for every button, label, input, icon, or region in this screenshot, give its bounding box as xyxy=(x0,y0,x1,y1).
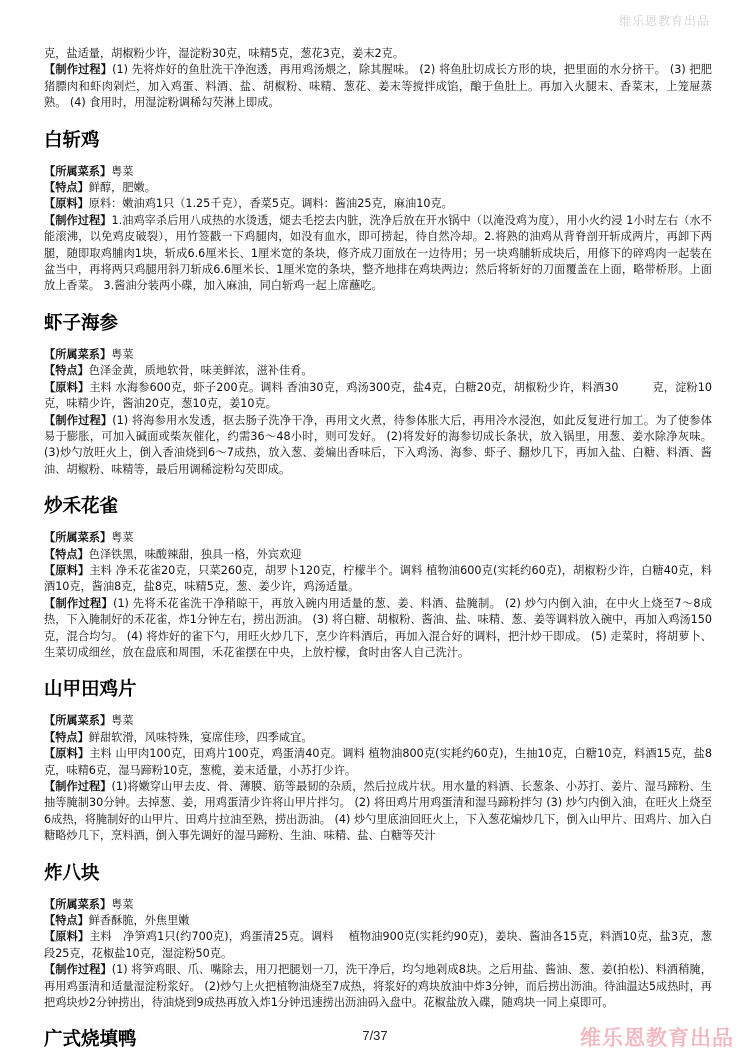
feature-line xyxy=(44,547,712,563)
process-line xyxy=(44,779,712,845)
intro-process xyxy=(44,62,712,111)
cuisine-line xyxy=(44,347,712,363)
material-line xyxy=(44,196,712,212)
next-dish-title: 广式烧填鸭 xyxy=(44,1029,137,1051)
feature-value: 鲜醇，肥嫩。 xyxy=(88,181,156,195)
dish-title: 白斩鸡 xyxy=(44,129,100,151)
material-label: 【原料】 xyxy=(44,930,90,944)
process-label: 【制作过程】 xyxy=(44,780,112,793)
feature-label: 【特点】 xyxy=(44,914,89,928)
cuisine-line xyxy=(44,897,712,913)
process-text: (1) 先将炸好的鱼肚洗干净泡透，再用鸡汤煨之，除其腥味。 (2) 将鱼肚切成长方形的块，把里面的水分挤干。 (3) 把肥猪膘肉和虾肉剁烂，加入鸡蛋、料酒、盐、胡椒粉、味精、葱花、姜末等搅拌成馅，酿于鱼肚上。再加入火腿末、香菜末，上笼屉蒸熟。 (4) 食用时，用湿淀粉调稀勾芡淋上即成。 xyxy=(44,63,712,110)
feature-line xyxy=(44,913,712,929)
header-watermark: 维乐恩教育出品 xyxy=(618,14,710,28)
page-number: 7/37 xyxy=(362,1028,388,1043)
cuisine-value: 粤菜 xyxy=(111,714,134,728)
material-value: 主料 净禾花雀20克，只菜260克，胡罗卜120克，柠檬半个。调料 植物油600克(实耗约60克)，胡椒粉少许，白糖40克，料酒10克，酱油8克，盐8克，味精5克，葱、姜少许，鸡汤适量。 xyxy=(44,563,712,594)
feature-value: 色泽铁黑，味酸辣甜，独具一格，外宾欢迎 xyxy=(88,547,302,561)
cuisine-label: 【所属菜系】 xyxy=(44,897,112,911)
process-line xyxy=(44,213,712,295)
feature-value: 鲜香酥脆，外焦里嫩 xyxy=(88,914,190,928)
dish-title: 炒禾花雀 xyxy=(44,496,119,518)
page-content xyxy=(44,46,712,1063)
cuisine-value: 粤菜 xyxy=(111,531,134,545)
cuisine-label: 【所属菜系】 xyxy=(44,531,112,545)
cuisine-label: 【所属菜系】 xyxy=(44,714,112,728)
dish-section xyxy=(44,130,712,295)
material-label: 【原料】 xyxy=(44,380,90,394)
process-line xyxy=(44,413,712,479)
cuisine-line xyxy=(44,164,712,180)
cuisine-value: 粤菜 xyxy=(111,897,134,911)
footer-watermark: 维乐恩教育出品 xyxy=(580,1026,734,1050)
cuisine-line xyxy=(44,713,712,729)
material-line xyxy=(44,929,712,962)
dish-title: 山甲田鸡片 xyxy=(44,679,137,701)
process-label: 【制作过程】 xyxy=(44,63,113,77)
material-value: 主料 净笋鸡1只(约700克)，鸡蛋清25克。调料 植物油900克(实耗约90克)，姜块、酱油各15克，料酒10克，盐3克，葱段25克，花椒盐10克，湿淀粉50克。 xyxy=(44,930,712,960)
material-value: 主料 水海参600克，虾子200克。调料 香油30克，鸡汤300克，盐4克，白糖20克，胡椒粉少许，料酒30 克，淀粉10克，味精少许，酱油20克，葱10克，姜10克。 xyxy=(44,380,712,411)
material-label: 【原料】 xyxy=(44,747,90,761)
material-value: 原料：嫩油鸡1只（1.25千克），香菜5克。调料：酱油25克，麻油10克。 xyxy=(88,197,453,211)
feature-label: 【特点】 xyxy=(44,181,89,195)
feature-line xyxy=(44,363,712,379)
feature-label: 【特点】 xyxy=(44,364,89,378)
cuisine-label: 【所属菜系】 xyxy=(44,164,112,178)
material-line xyxy=(44,746,712,779)
dish-section xyxy=(44,496,712,661)
material-value: 主料 山甲肉100克，田鸡片100克，鸡蛋清40克。调料 植物油800克(实耗约60克)，生抽10克，白糖10克，料酒15克，盐8克，味精6克，湿马蹄粉10克，葱榄，姜末适量，小苏打少许。 xyxy=(44,747,712,777)
process-line xyxy=(44,962,712,1011)
process-label: 【制作过程】 xyxy=(44,413,113,427)
process-label: 【制作过程】 xyxy=(44,213,112,227)
dish-section xyxy=(44,679,712,844)
feature-label: 【特点】 xyxy=(44,547,89,561)
cuisine-value: 粤菜 xyxy=(111,347,134,361)
process-label: 【制作过程】 xyxy=(44,596,114,610)
dish-title: 虾子海参 xyxy=(44,312,119,334)
process-value: (1) 将海参用水发透，抠去肠子洗净干净，再用文火煮，待参体胀大后，再用冷水浸泡，如此反复进行加工。为了使参体易于膨胀，可加入碱面或柴灰催化，约需36～48小时，则可发好。 (2)将发好的海参切成长条状，放入锅里，用葱、姜水除净灰味。 (3)炒勺放旺火上，倒入香油烧到6～7成热，放入葱、姜煸出香味后，下入鸡汤、海参、虾子、翻炒几下，再加入盐、白糖、料酒、酱油、胡椒粉、味精等，最后用调稀淀粉勾芡即成。 xyxy=(44,413,712,476)
cuisine-label: 【所属菜系】 xyxy=(44,347,112,361)
process-label: 【制作过程】 xyxy=(44,963,112,977)
cuisine-line xyxy=(44,530,712,546)
feature-value: 色泽金黄，质地软骨，味美鲜浓，滋补佳肴。 xyxy=(88,364,313,378)
process-value: (1)将嫩穿山甲去皮、骨、薄膜、筋等最韧的杂质，然后拉成片状。用水量的料酒、长葱条、小苏打、姜片、湿马蹄粉、生抽等腌制30分钟。去掉葱、姜，用鸡蛋清少许将山甲片拌匀。 (2) 将田鸡片用鸡蛋清和湿马蹄粉拌匀 (3) 炒勺内倒入油，在旺火上烧至6成热，将腌制好的山甲片、田鸡片拉油至熟，捞出沥油。 (4) 炒勺里底油回旺火上，下入葱花煸炒几下，倒入山甲片、田鸡片、加入白糖略炒几下，烹料酒，倒入事先调好的湿马蹄粉、生油、味精、盐、白糖等芡汁 xyxy=(44,780,712,843)
feature-value: 鲜甜软滑，风味特殊，宴席佳珍，四季咸宜。 xyxy=(88,730,313,744)
dish-section xyxy=(44,863,712,1012)
material-label: 【原料】 xyxy=(44,197,89,211)
feature-label: 【特点】 xyxy=(44,730,89,744)
dish-title: 炸八块 xyxy=(44,862,100,884)
process-value: (1) 将笋鸡眼、爪、嘴除去，用刀把腿划一刀，洗干净后，均匀地剁成8块。之后用盐、酱油、葱、姜(拍松)、料酒稍腌，再用鸡蛋清和适量湿淀粉浆好。 (2)炒勺上火把植物油烧至7成热，将浆好的鸡块放油中炸3分钟，而后捞出沥油。待油温达5成热时，再把鸡块炒2分钟捞出，待油烧到9成热再放入炸1分钟迅速捞出沥油码入盘中。花椒盐放入碟，随鸡块一同上桌即可。 xyxy=(44,963,712,1010)
process-value: (1) 先将禾花雀洗干净稍晾干，再放入碗内用适量的葱、姜、料酒、盐腌制。 (2) 炒勺内倒入油，在中火上烧至7～8成热，下入腌制好的禾花雀，炸1分钟左右，捞出沥油。 (3) 将白糖、胡椒粉、酱油、盐、味精、葱、姜等调料放入碗中，再加入鸡汤150克，混合均匀。 (4) 将炸好的雀下勺，用旺火炒几下，烹少许料酒后，再加入混合好的调料，把汁炒干即成。 (5) 走菜时，将胡萝卜、生菜切成细丝，放在盘底和周围，禾花雀摆在中央，上放柠檬，食时由客人自己洗汁。 xyxy=(44,596,712,659)
process-value: 1.油鸡宰杀后用八成热的水烫透，煺去毛挖去内脏，洗净后放在开水锅中（以淹没鸡为度），用小火约浸 1小时左右（水不能滚沸，以免鸡皮破裂），用竹签戳一下鸡腿肉，如没有血水，即可捞起，待自然冷却。2.将熟的油鸡从背脊剖开斩成两片，再卸下两腿，随即取鸡脯肉1块，斩成6.6厘米长、1厘米宽的条块，修齐成刀面放在一边待用；另一块鸡脯斩成块后，用修下的碎鸡肉一起装在盆当中，再将两只鸡腿用斜刀斩成6.6厘米长、1厘米宽的条块，整齐地排在鸡块两边；然后将斩好的刀面覆盖在上面，略带桥形。上面放上香菜。 3.酱油分装两小碟，加入麻油，同白斩鸡一起上席蘸吃。 xyxy=(44,213,712,293)
material-line xyxy=(44,563,712,596)
process-line xyxy=(44,596,712,662)
dish-section xyxy=(44,313,712,478)
feature-line xyxy=(44,730,712,746)
intro-line: 克，盐适量，胡椒粉少许，湿淀粉30克，味精5克，葱花3克，姜末2克。 xyxy=(44,47,405,60)
material-label: 【原料】 xyxy=(44,563,90,577)
material-line xyxy=(44,380,712,413)
cuisine-value: 粤菜 xyxy=(111,164,134,178)
feature-line xyxy=(44,180,712,196)
